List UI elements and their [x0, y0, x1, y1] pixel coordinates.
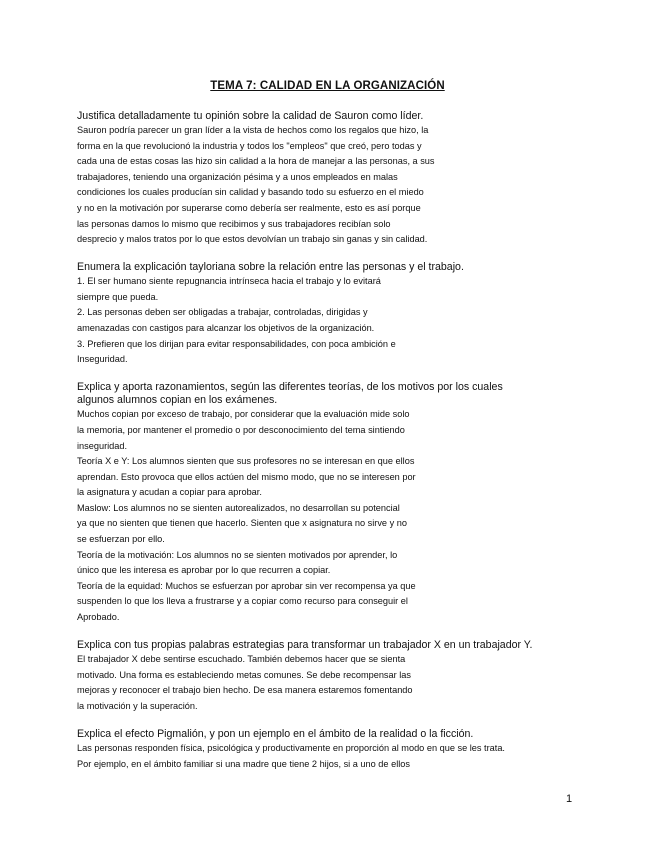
answer-line: Maslow: Los alumnos no se sienten autorealizados, no desarrollan su potencial [77, 502, 400, 513]
question-line: algunos alumnos copian en los exámenes. [77, 394, 278, 407]
question-line: Justifica detalladamente tu opinión sobre la calidad de Sauron como líder. [77, 110, 424, 122]
answer-line: Por ejemplo, en el ámbito familiar si una madre que tiene 2 hijos, si a uno de ellos [77, 758, 410, 769]
answer-line: Inseguridad. [77, 354, 128, 365]
document-title: TEMA 7: CALIDAD EN LA ORGANIZACIÓN [210, 80, 445, 92]
answer-line: la asignatura y acudan a copiar para aprobar. [77, 487, 262, 498]
answer-line: Sauron podría parecer un gran líder a la vista de hechos como los regalos que hizo, la [77, 125, 429, 135]
answer-line: Las personas responden física, psicológica y productivamente en proporción al modo en que se les trata. [77, 743, 505, 753]
section-copiar [77, 381, 597, 625]
answer-line: siempre que pueda. [77, 291, 159, 302]
question-line: Explica y aporta razonamientos, según las diferentes teorías, de los motivos por los cuales [77, 381, 503, 394]
answer-line: aprendan. Esto provoca que ellos actúen del mismo modo, que no se interesen por [77, 471, 416, 482]
question-line: Enumera la explicación tayloriana sobre la relación entre las personas y el trabajo. [77, 261, 464, 274]
answer-line: forma en la que revolucionó la industria y todos los "empleos" que creó, pero todas y [77, 140, 422, 151]
answer-line: mejoras y reconocer el trabajo bien hecho. De esa manera estaremos fomentando [77, 685, 413, 696]
answer-line: trabajadores, teniendo una organización pésima y a unos empleados en malas [77, 171, 398, 182]
answer-line: Aprobado. [77, 612, 120, 623]
answer-line: Teoría de la equidad: Muchos se esfuerzan por aprobar sin ver recompensa ya que [77, 580, 416, 591]
answer-line: amenazadas con castigos para alcanzar los objetivos de la organización. [77, 323, 375, 334]
answer-line: motivado. Una forma es estableciendo metas comunes. Se debe recompensar las [77, 669, 411, 680]
answer-line: inseguridad. [77, 440, 128, 451]
answer-line: desprecio y malos tratos por lo que estos devolvían un trabajo sin ganas y sin calidad. [77, 234, 428, 245]
answer-line: ya que no sienten que tienen que hacerlo. Sienten que x asignatura no sirve y no [77, 518, 407, 529]
question-line: Explica el efecto Pigmalión, y pon un ejemplo en el ámbito de la realidad o la ficción. [77, 728, 474, 740]
section-pigmalion [77, 728, 597, 772]
answer-line: 3. Prefieren que los dirijan para evitar responsabilidades, con poca ambición e [77, 338, 396, 349]
question-line: Explica con tus propias palabras estrategias para transformar un trabajador X en un trabajador Y. [77, 639, 533, 652]
answer-line: Teoría de la motivación: Los alumnos no se sienten motivados por aprender, lo [77, 549, 398, 560]
page-number: 1 [566, 793, 573, 805]
document-body [77, 110, 597, 786]
answer-line: 2. Las personas deben ser obligadas a trabajar, controladas, dirigidas y [77, 307, 368, 318]
answer-line: 1. El ser humano siente repugnancia intrínseca hacia el trabajo y lo evitará [77, 276, 381, 287]
answer-line: Muchos copian por exceso de trabajo, por considerar que la evaluación mide solo [77, 409, 410, 420]
answer-line: Teoría X e Y: Los alumnos sienten que sus profesores no se interesan en que ellos [77, 456, 415, 467]
answer-line: cada una de estas cosas las hizo sin calidad a la hora de manejar a las personas, a sus [77, 156, 435, 167]
answer-line: condiciones los cuales producían sin calidad y basando todo su esfuerzo en el miedo [77, 187, 424, 198]
answer-line: único que les interesa es aprobar por lo que recurren a copiar. [77, 565, 331, 576]
section-trabajador-x-y [77, 639, 597, 714]
answer-line: la motivación y la superación. [77, 700, 198, 711]
answer-line: y no en la motivación por superarse como debería ser realmente, esto es así porque [77, 202, 421, 213]
answer-line: suspenden lo que los lleva a frustrarse y a copiar como recurso para conseguir el [77, 596, 408, 607]
answer-line: la memoria, por mantener el promedio o por desconocimiento del tema sintiendo [77, 424, 405, 435]
answer-line: las personas damos lo mismo que recibimos y sus trabajadores recibían solo [77, 218, 391, 229]
section-sauron [77, 110, 597, 248]
section-taylor [77, 261, 597, 368]
answer-line: El trabajador X debe sentirse escuchado. También debemos hacer que se sienta [77, 654, 406, 665]
answer-line: se esfuerzan por ello. [77, 534, 165, 545]
